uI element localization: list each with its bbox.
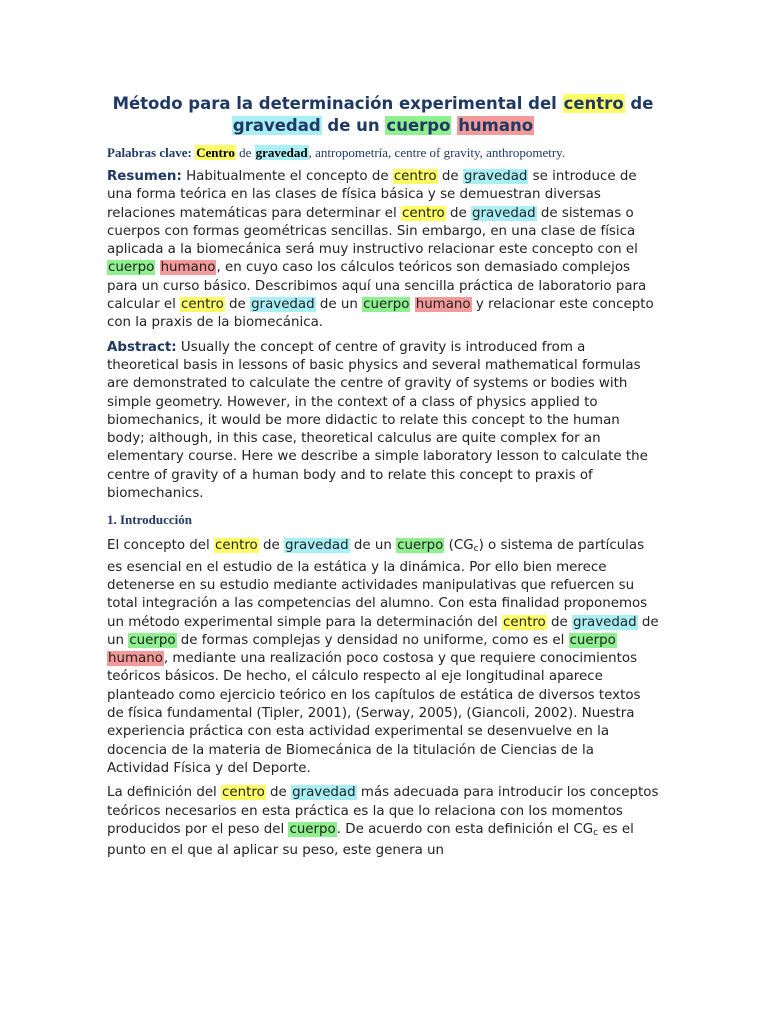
body-text: Habitualmente el concepto de — [181, 169, 393, 184]
highlight-centro: centro — [181, 297, 224, 313]
body-text: , mediante una realización poco costosa y que requiere conocimientos teóricos básicos. De hecho, el cálculo respecto al eje longitudinal aparece planteado como ejercicio teórico en los capítulos de estática de diversos textos de física fundamental (Tipler, 2001), (Serway, 2005), (Giancoli, 2002). Nuestra experiencia práctica con esta actividad experimental se desenvuelve en la docencia de la materia de Biomecánica de la titulación de Ciencias de la Actividad Física y del Deporte. — [107, 651, 641, 776]
body-text: (CG — [444, 538, 474, 554]
keywords-text: de — [235, 145, 255, 160]
highlight-cuerpo: cuerpo — [289, 821, 336, 837]
highlight-cuerpo: cuerpo — [363, 297, 410, 313]
intro-paragraph-2 — [107, 784, 659, 860]
highlight-centro: centro — [401, 205, 445, 221]
highlight-cuerpo: cuerpo — [386, 116, 451, 135]
title-text: Método para la determinación experimental del — [112, 94, 563, 113]
body-text: de un — [315, 297, 363, 313]
body-text: de formas complejas y densidad no uniforme, como es el — [176, 632, 569, 648]
highlight-cuerpo: cuerpo — [569, 632, 616, 648]
highlight-gravedad: gravedad — [232, 116, 321, 135]
highlight-gravedad: gravedad — [472, 205, 536, 221]
title-text: de un — [321, 116, 386, 135]
highlight-humano: humano — [160, 260, 216, 276]
body-text: de — [258, 538, 285, 554]
highlight-gravedad: gravedad — [292, 785, 356, 801]
subscript: c — [593, 827, 599, 838]
body-text: La definición del — [107, 785, 222, 801]
body-text — [155, 260, 159, 275]
highlight-cuerpo: cuerpo — [108, 260, 155, 276]
body-text: de un — [349, 538, 397, 554]
body-text: , en cuyo caso los cálculos teóricos son demasiado complejos para un curso básico. Describimos aquí una sencilla práctica de laboratorio para calcular el — [107, 260, 647, 313]
body-text: El concepto del — [107, 538, 214, 554]
body-text: de — [265, 785, 292, 801]
intro-paragraph-1 — [107, 537, 659, 778]
body-text: ) o sistema de partículas es esencial en el estudio de la estática y la dinámica. Por ello bien merece detenerse en su estudio mediante actividades manipulativas que refuercen su total integración a las competencias del alumno. Con esta finalidad proponemos un método experimental simple para la determinación del — [107, 538, 648, 630]
body-text: de — [546, 614, 573, 630]
highlight-centro: centro — [215, 538, 258, 554]
body-text: de — [437, 169, 463, 184]
highlight-centro: centro — [503, 614, 546, 630]
highlight-gravedad: gravedad — [251, 297, 315, 313]
highlight-centro: centro — [393, 169, 437, 184]
body-text: más adecuada para introducir los conceptos teóricos necesarios en esta práctica es la que lo relaciona con los momentos producidos por el peso del — [107, 785, 659, 837]
resumen-paragraph — [107, 168, 659, 333]
section-heading: 1. Introducción — [107, 512, 192, 528]
subscript: c — [473, 544, 479, 555]
highlight-humano: humano — [415, 297, 471, 313]
body-text: Usually the concept of centre of gravity is introduced from a theoretical basis in lessons of basic physics and several mathematical formulas are demonstrated to calculate the centre of gravity of systems or bodies with simple geometry. However, in the context of a class of physics applied to biomechanics, it would be more didactic to relate this concept to the human body; although, in this case, theoretical calculus are quite complex for an elementary course. Here we describe a simple laboratory lesson to calculate the centre of gravity of a human body and to relate this concept to praxis of biomechanics. — [107, 339, 648, 502]
highlight-centro: centro — [222, 785, 265, 801]
document-title — [107, 93, 659, 137]
abstract-paragraph — [107, 339, 659, 504]
resumen-label: Resumen: — [107, 169, 182, 184]
body-text: de — [224, 297, 251, 313]
highlight-cuerpo: cuerpo — [397, 538, 444, 554]
keywords-line — [107, 144, 659, 162]
highlight-gravedad: gravedad — [255, 145, 308, 160]
body-text: . De acuerdo con esta definición el CG — [336, 821, 594, 837]
highlight-gravedad: gravedad — [285, 538, 349, 554]
title-text: de — [624, 94, 654, 113]
keywords-text: , antropometría, centre of gravity, anthropometry. — [308, 145, 566, 160]
body-text: se introduce de una forma teórica en las clases de física básica y se demuestran diversas relaciones matemáticas para determinar el — [107, 169, 637, 221]
highlight-centro: Centro — [196, 145, 235, 160]
body-text: y relacionar este concepto con la praxis de la biomecánica. — [107, 297, 654, 331]
body-text: de sistemas o cuerpos con formas geométricas sencillas. Sin embargo, en una clase de física aplicada a la biomecánica será muy instructivo relacionar este concepto con el — [107, 205, 638, 258]
body-text: de un — [107, 614, 659, 648]
body-text: de — [445, 205, 471, 221]
highlight-cuerpo: cuerpo — [129, 632, 176, 648]
highlight-gravedad: gravedad — [463, 169, 528, 184]
highlight-centro: centro — [563, 94, 624, 113]
highlight-humano: humano — [458, 116, 534, 135]
abstract-label: Abstract: — [107, 339, 177, 355]
keywords-label: Palabras clave: — [107, 145, 196, 160]
body-text: es el punto en el que al aplicar su peso, este genera un — [107, 821, 634, 859]
highlight-humano: humano — [108, 651, 163, 667]
highlight-gravedad: gravedad — [573, 614, 637, 630]
document-page — [107, 93, 659, 866]
